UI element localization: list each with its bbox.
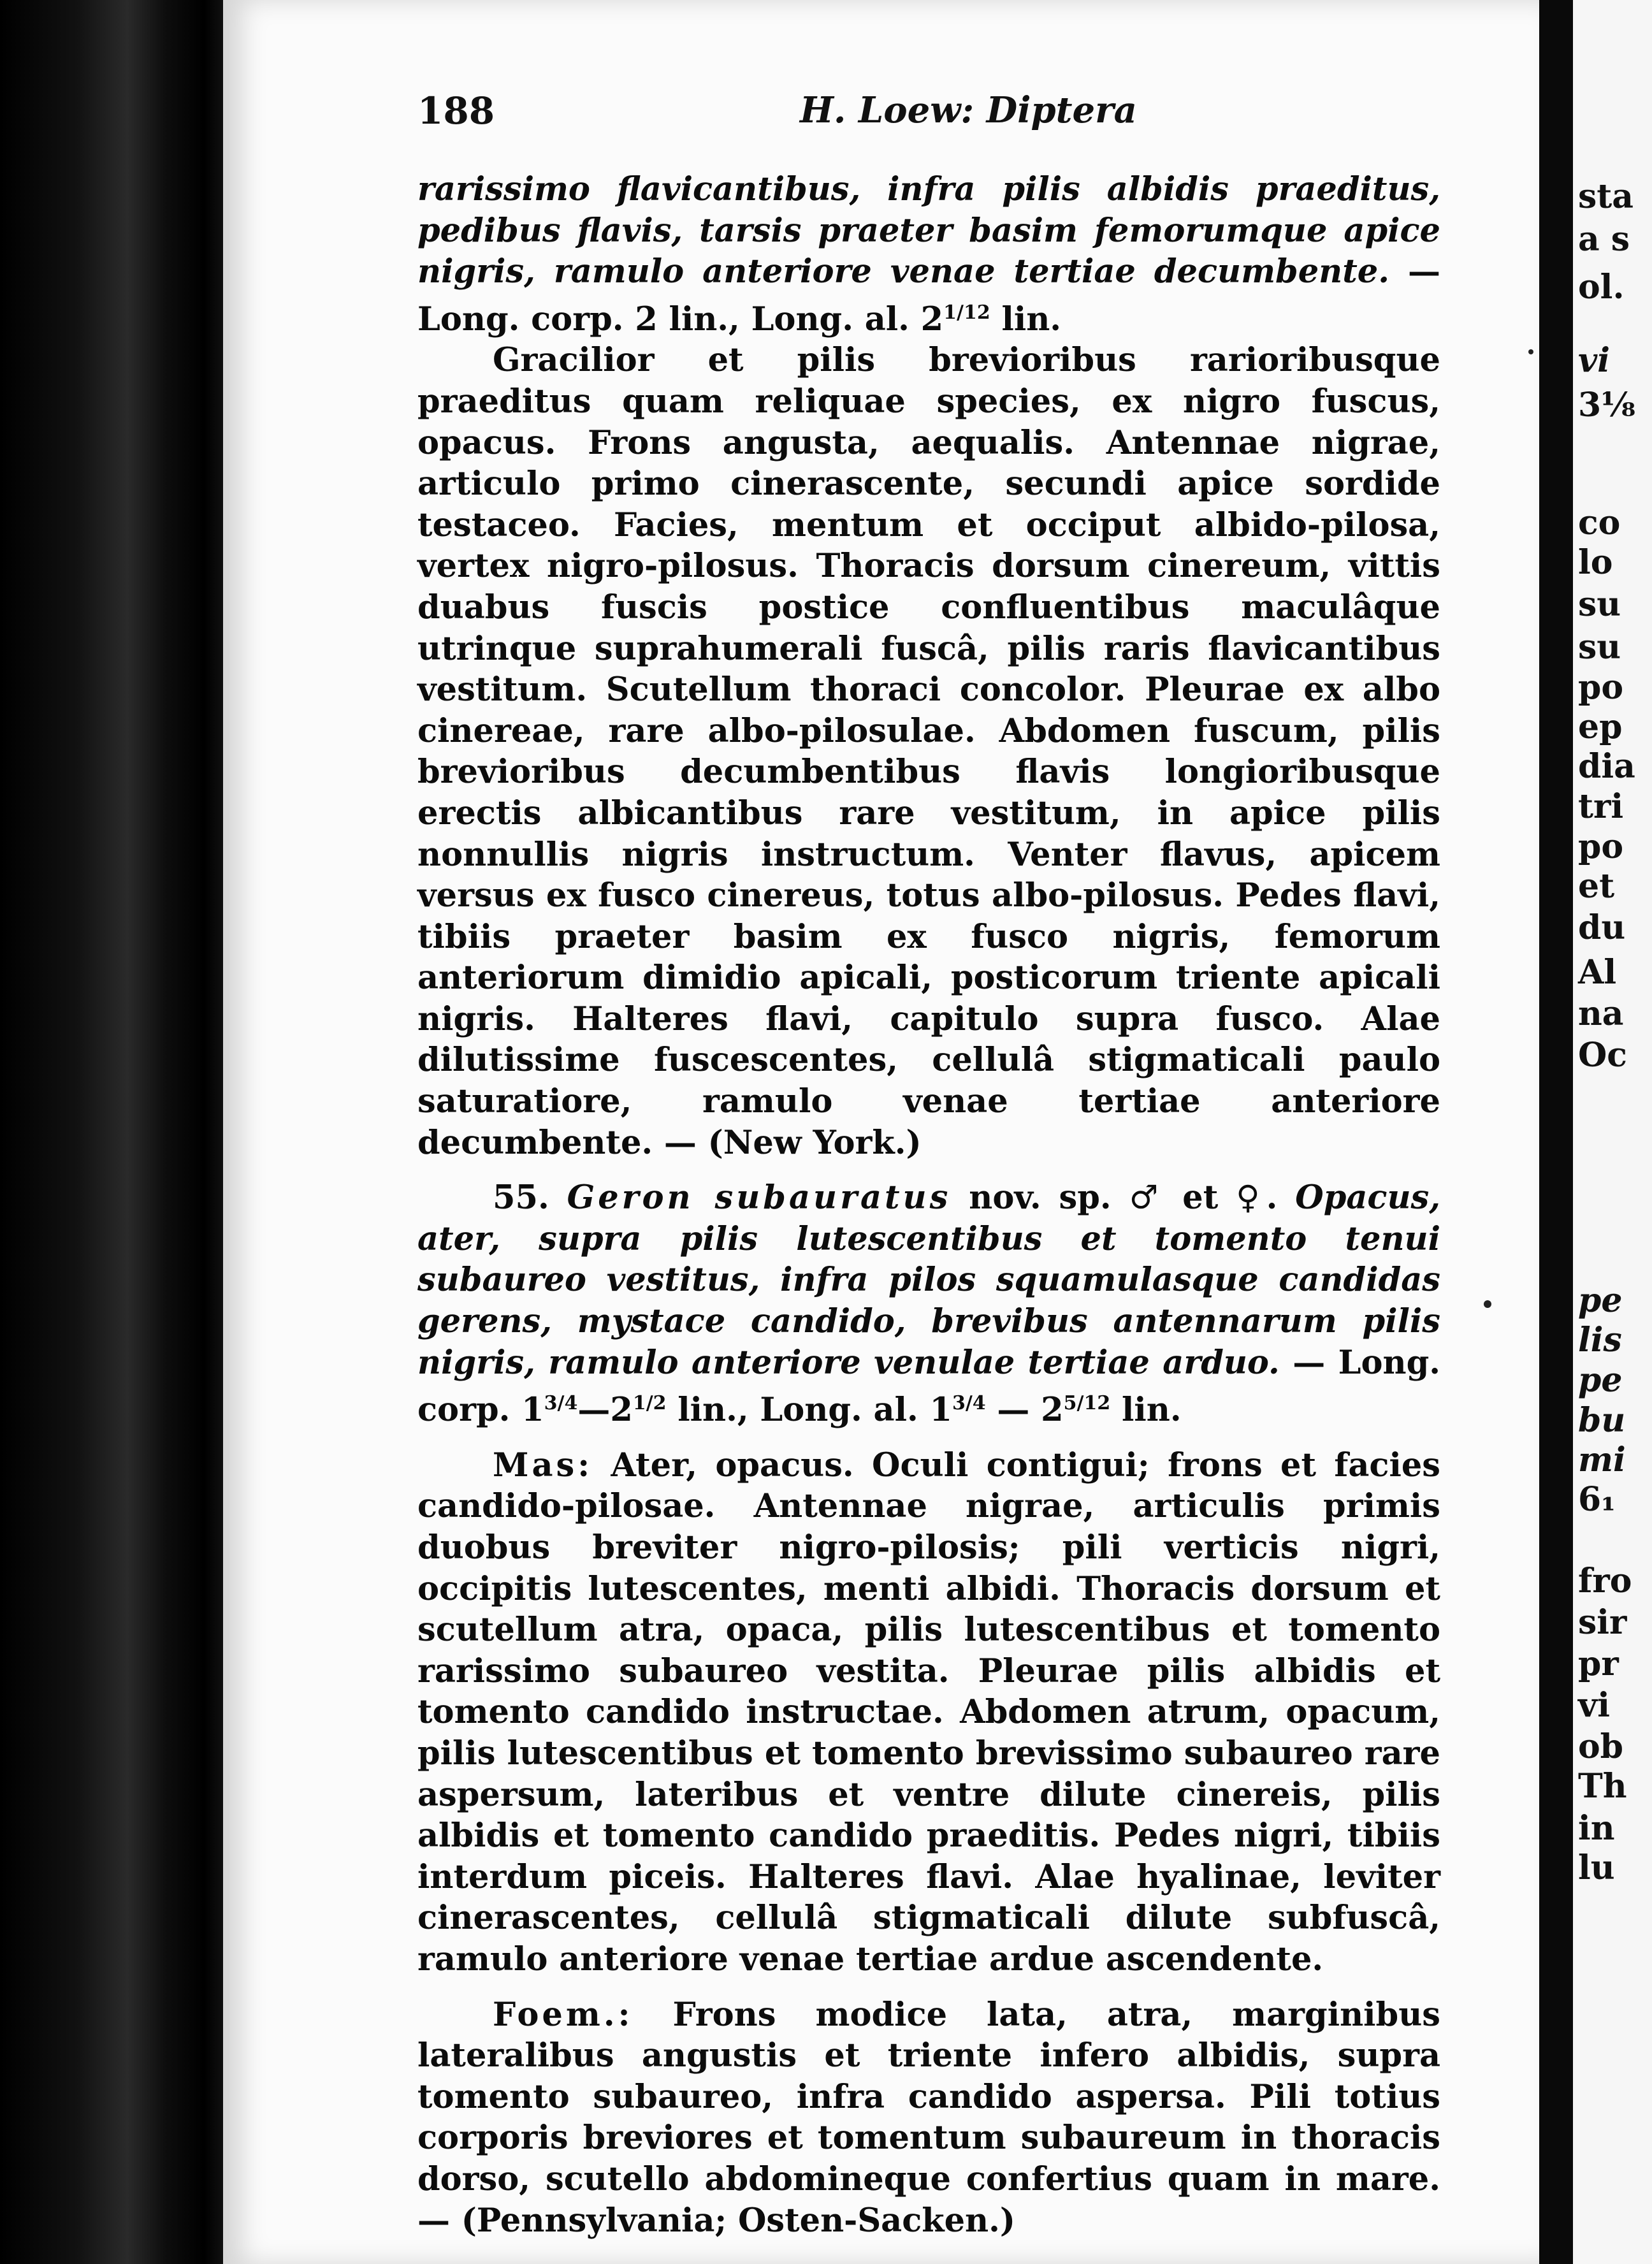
mas-text: Ater, opacus. Oculi contigui; frons et facies candido-pilosae. Antennae nigrae, articulis primis duobus breviter nigro-pilosis; pili verticis nigri, occipitis lutescentes, menti albidi. Thoracis dorsum et scutellum atra, opaca, pilis lutescentibus et tomento rarissimo subaureo vestita. Pleurae pilis albidis et tomento candido instructae. Abdomen atrum, opacum, pilis lutescentibus et tomento brevissimo subaureo rare aspersum, lateribus et ventre dilute cinereis, pilis albidis et tomento candido praeditis. Pedes nigri, tibiis interdum piceis. Halteres flavi. Alae hyalinae, leviter cinerascentes, cellulâ stigmaticali dilute subfuscâ, ramulo anteriore venae tertiae ardue ascendente. (417, 1446, 1440, 1978)
species-number: 55. (493, 1179, 549, 1217)
next-page-fragment: Oc (1578, 1036, 1627, 1075)
next-page-fragment: 6₁ (1578, 1480, 1616, 1519)
page-body (417, 169, 1440, 2241)
species-frac-c: 3/4 (952, 1392, 986, 1415)
species-measure-b: —2 (577, 1391, 633, 1430)
species-measure-d: — 2 (985, 1391, 1064, 1430)
next-page-fragment: vi (1578, 1686, 1610, 1725)
page-header (417, 89, 1437, 140)
ink-speck (1528, 349, 1533, 354)
next-page-fragment: su (1578, 628, 1621, 667)
next-page-fragment: tri (1578, 787, 1624, 826)
next-page-fragment: po (1578, 668, 1624, 707)
next-page-fragment: et (1578, 867, 1615, 906)
next-page-fragment: lis (1578, 1321, 1622, 1360)
next-page-fragment: a s (1578, 220, 1630, 259)
next-page-fragment: fro (1578, 1562, 1632, 1600)
next-page-fragment: lo (1578, 543, 1613, 582)
species-measure-a: — Long. corp. 1 (417, 1343, 1440, 1430)
next-page-fragment: po (1578, 827, 1624, 866)
next-page-fragment: sta (1578, 177, 1634, 216)
next-page-fragment: ob (1578, 1727, 1624, 1766)
foem-text: Frons modice lata, atra, marginibus lateralibus angustis et triente infero albidis, supra tomento subaureo, infra candido aspersa. Pili totius corporis breviores et tomentum subaureum in thoracis dorso, scutello abdomineque confertius quam in mare. — (Pennsylvania; Osten-Sacken.) (417, 1995, 1440, 2240)
next-page-fragment: mi (1578, 1440, 1626, 1479)
ink-speck (1484, 1300, 1491, 1308)
species-55-heading (417, 1177, 1440, 1431)
next-page-fragment: lu (1578, 1848, 1615, 1887)
species-measure-c: lin., Long. al. 1 (666, 1391, 952, 1430)
description-paragraph: Gracilior et pilis brevioribus rarioribusque praeditus quam reliquae species, ex nigro fuscus, opacus. Frons angusta, aequalis. Antennae nigrae, articulo primo cinerascente, secundi apice sordide testaceo. Facies, mentum et occiput albido-pilosa, vertex nigro-pilosus. Thoracis dorsum cinereum, vittis duabus fuscis postice confluentibus maculâque utrinque suprahumerali fuscâ, pilis raris flavicantibus vestitum. Scutellum thoraci concolor. Pleurae ex albo cinereae, rare albo-pilosulae. Abdomen fuscum, pilis brevioribus decumbentibus flavis longioribusque erectis albicantibus rare vestitum, in apice pilis nonnullis nigris instructum. Venter flavus, apicem versus ex fusco cinereus, totus albo-pilosus. Pedes flavi, tibiis praeter basim ex fusco nigris, femorum anteriorum dimidio apicali, posticorum triente apicali nigris. Halteres flavi, capitulo supra fusco. Alae dilutissime fuscescentes, cellulâ stigmaticali paulo saturatiore, ramulo venae tertiae anteriore decumbente. — (New York.) (417, 341, 1440, 1162)
next-page-fragment: 3⅛ (1578, 386, 1636, 424)
intro-paragraph (417, 169, 1440, 340)
book-gutter-shadow (0, 0, 236, 2264)
foem-paragraph (417, 1994, 1440, 2242)
next-page-fragment: su (1578, 585, 1621, 624)
next-page-fragment: du (1578, 908, 1626, 947)
next-page-fragment: ol. (1578, 268, 1625, 307)
next-page-fragment: Th (1578, 1767, 1627, 1806)
next-page-fragment: ep (1578, 708, 1623, 746)
intro-fraction: 1/12 (943, 301, 990, 324)
next-page-fragment: vi (1578, 341, 1610, 380)
next-page-fragment: pr (1578, 1644, 1619, 1683)
foem-label: Foem.: (493, 1995, 634, 2034)
species-name: Geron subauratus (567, 1179, 952, 1217)
next-page-fragment: dia (1578, 747, 1635, 786)
species-frac-b: 1/2 (632, 1392, 667, 1415)
species-frac-d: 5/12 (1063, 1392, 1111, 1415)
next-page-fragment: Al (1578, 953, 1617, 992)
next-page-fragment: sir (1578, 1603, 1627, 1642)
species-status: nov. sp. ♂ et ♀. (951, 1179, 1296, 1217)
intro-measure: — Long. corp. 2 lin., Long. al. 2 (417, 252, 1441, 338)
intro-unit: lin. (990, 300, 1062, 338)
next-page-fragment: bu (1578, 1401, 1626, 1440)
species-measure-e: lin. (1110, 1391, 1182, 1430)
intro-diagnosis: rarissimo flavicantibus, infra pilis albidis praeditus, pedibus flavis, tarsis praeter basim femorumque apice nigris, ramulo anteriore venae tertiae decumbente. (417, 170, 1440, 291)
mas-paragraph (417, 1445, 1440, 1980)
next-page-edge (1573, 0, 1652, 2264)
species-diagnosis: Opacus, ater, supra pilis lutescentibus et tomento tenui subaureo vestitus, infra pilos squamulasque candidas gerens, mystace candido, brevibus antennarum pilis nigris, ramulo anteriore venulae tertiae arduo. (417, 1179, 1440, 1382)
next-page-fragment: co (1578, 504, 1621, 542)
next-page-fragment: na (1578, 994, 1624, 1033)
next-page-fragment: pe (1578, 1361, 1623, 1400)
next-page-fragment: pe (1578, 1281, 1623, 1320)
running-head: H. Loew: Diptera (800, 89, 1137, 131)
page-number: 188 (417, 89, 495, 133)
next-page-fragment: in (1578, 1809, 1615, 1848)
species-frac-a: 3/4 (544, 1392, 578, 1415)
mas-label: Mas: (493, 1446, 593, 1484)
